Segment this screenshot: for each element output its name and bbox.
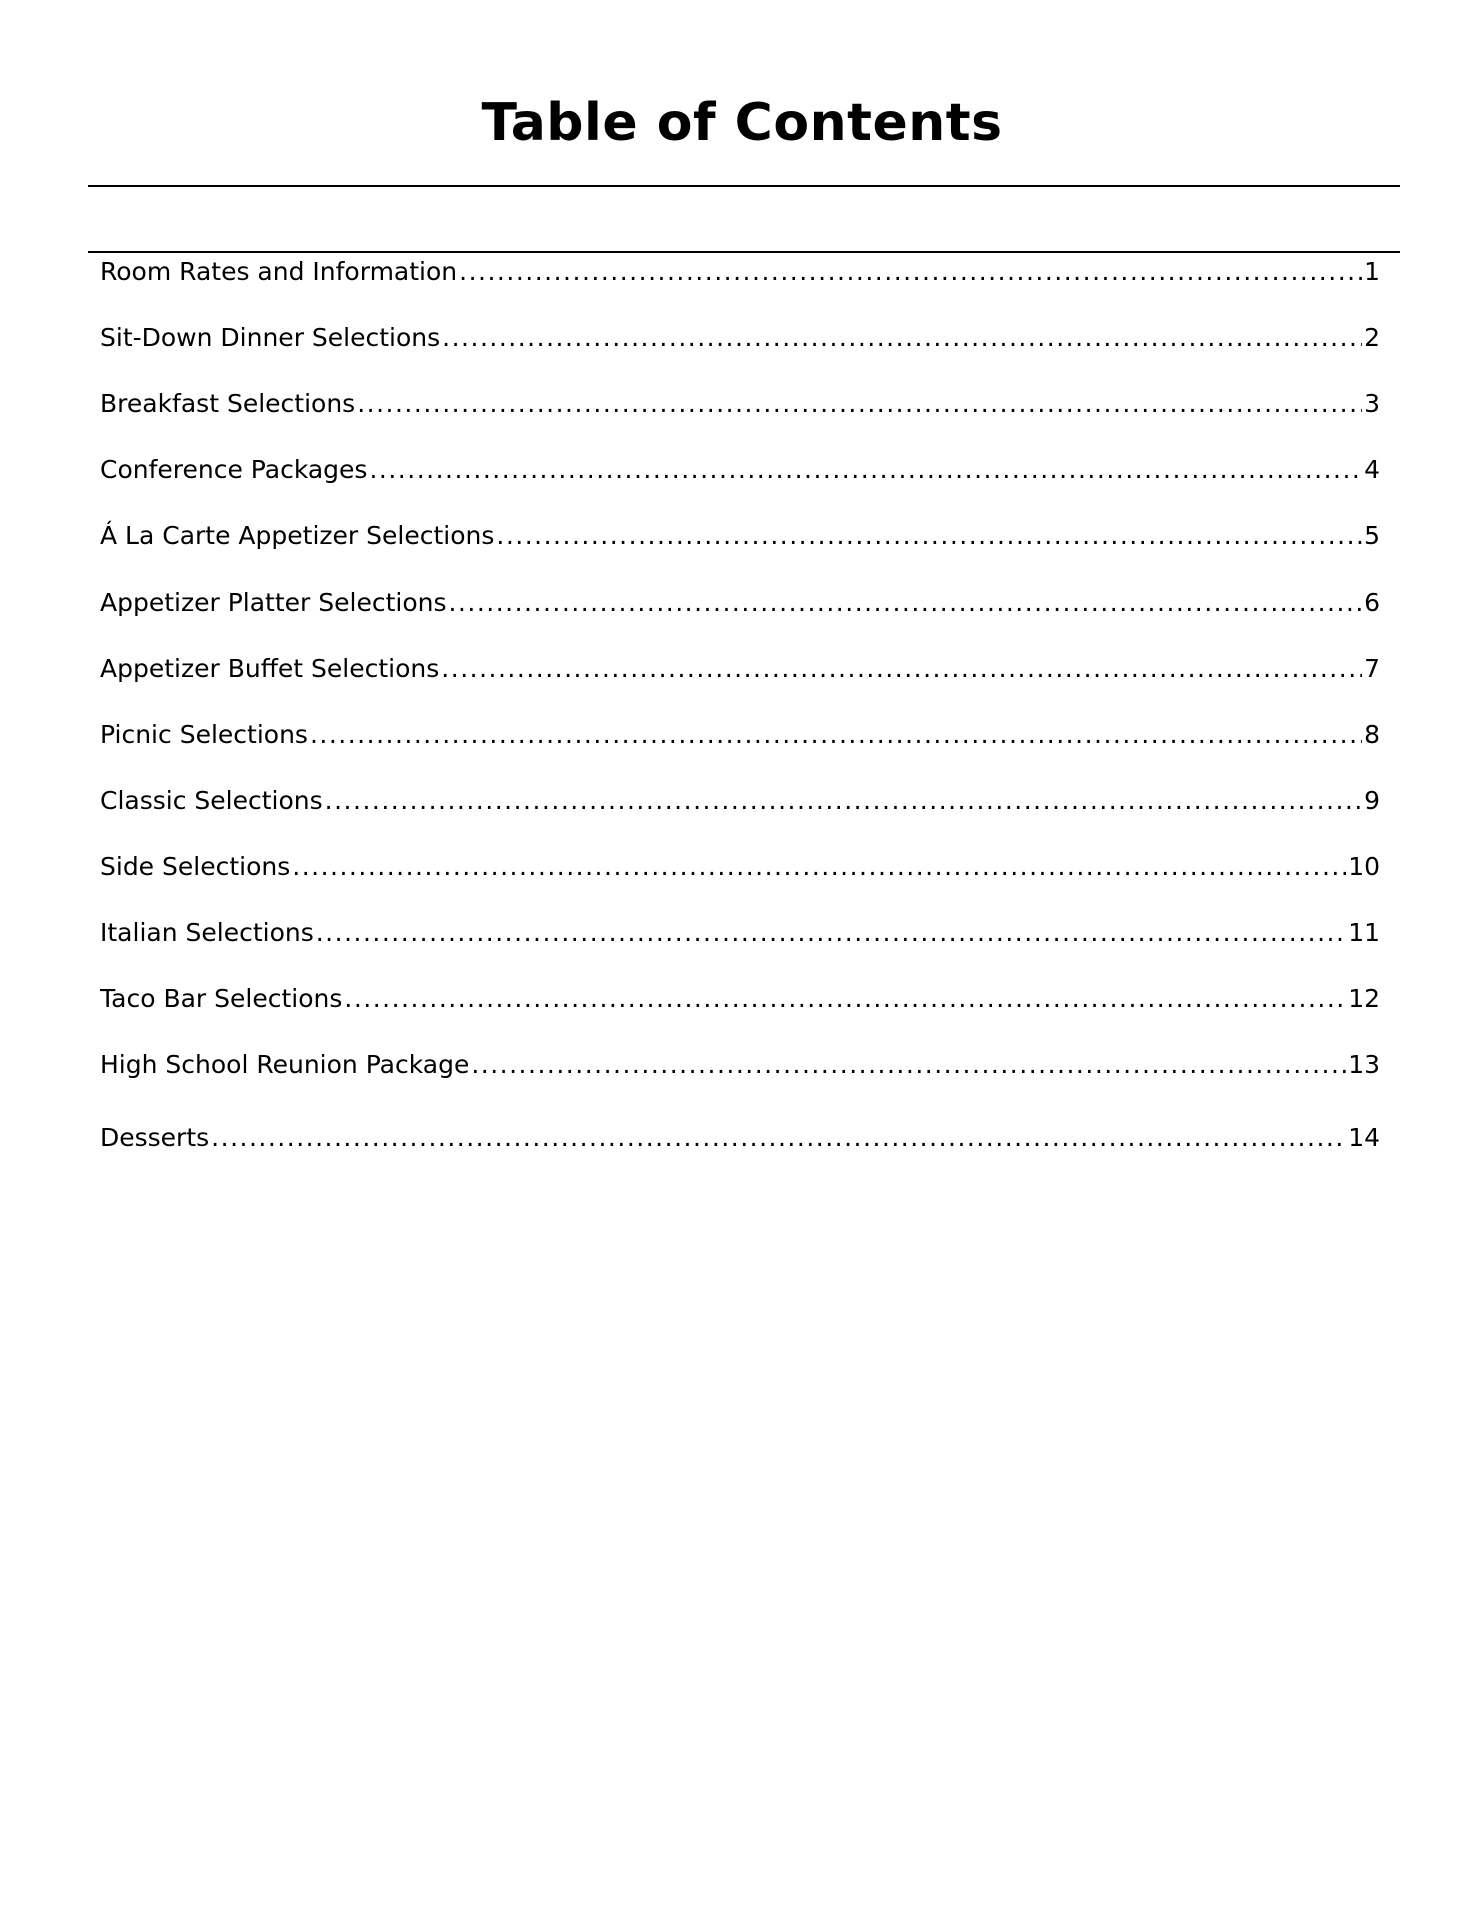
toc-entry-title: Appetizer Buffet Selections: [100, 654, 440, 683]
toc-entry-page: 4: [1364, 455, 1380, 484]
dot-leader: [471, 1045, 1346, 1085]
dot-leader: [448, 583, 1362, 623]
toc-entry-title: Desserts: [100, 1123, 210, 1152]
toc-entry-title: Picnic Selections: [100, 720, 308, 749]
dot-leader: [344, 979, 1346, 1019]
toc-entry[interactable]: [100, 913, 1380, 953]
dot-leader: [292, 847, 1346, 887]
dot-leader: [459, 252, 1362, 292]
dot-leader: [442, 318, 1362, 358]
toc-entry[interactable]: [100, 1045, 1380, 1085]
toc-entry[interactable]: [100, 384, 1380, 424]
toc-entry-page: 1: [1364, 257, 1380, 286]
title-divider: [88, 185, 1400, 187]
toc-entry-title: High School Reunion Package: [100, 1050, 470, 1079]
toc-entry-title: Taco Bar Selections: [100, 984, 343, 1013]
toc-entry-title: Italian Selections: [100, 918, 314, 947]
toc-entry[interactable]: [100, 715, 1380, 755]
toc-entry[interactable]: [100, 979, 1380, 1019]
toc-entry-title: Breakfast Selections: [100, 389, 356, 418]
toc-entry-page: 5: [1364, 521, 1380, 550]
dot-leader: [325, 781, 1362, 821]
dot-leader: [316, 913, 1346, 953]
toc-entry-title: Sit-Down Dinner Selections: [100, 323, 441, 352]
dot-leader: [211, 1118, 1346, 1158]
toc-entry-page: 12: [1348, 984, 1380, 1013]
toc-entry-title: Appetizer Platter Selections: [100, 588, 447, 617]
toc-entry-page: 13: [1348, 1050, 1380, 1079]
toc-entry-page: 7: [1364, 654, 1380, 683]
toc-entry-page: 3: [1364, 389, 1380, 418]
toc-entry-title: Side Selections: [100, 852, 291, 881]
toc-entry[interactable]: [100, 781, 1380, 821]
dot-leader: [357, 384, 1362, 424]
dot-leader: [310, 715, 1362, 755]
toc-entry-page: 10: [1348, 852, 1380, 881]
toc-entry[interactable]: [100, 516, 1380, 556]
toc-entry-page: 6: [1364, 588, 1380, 617]
toc-entry-page: 8: [1364, 720, 1380, 749]
toc-entry[interactable]: [100, 847, 1380, 887]
toc-entry[interactable]: [100, 318, 1380, 358]
toc-entry-page: 11: [1348, 918, 1380, 947]
toc-entry-title: Classic Selections: [100, 786, 323, 815]
toc-entry-page: 9: [1364, 786, 1380, 815]
page-title: Table of Contents: [481, 92, 1003, 153]
toc-entry[interactable]: [100, 252, 1380, 292]
toc-entry-page: 14: [1348, 1123, 1380, 1152]
toc-entry[interactable]: [100, 583, 1380, 623]
toc-entry[interactable]: [100, 649, 1380, 689]
dot-leader: [441, 649, 1362, 689]
toc-entry-page: 2: [1364, 323, 1380, 352]
toc-entry-title: Á La Carte Appetizer Selections: [100, 521, 495, 550]
toc-entry-title: Conference Packages: [100, 455, 368, 484]
toc-entry[interactable]: [100, 1118, 1380, 1158]
dot-leader: [369, 450, 1362, 490]
dot-leader: [496, 516, 1362, 556]
toc-entry-title: Room Rates and Information: [100, 257, 458, 286]
toc-entry[interactable]: [100, 450, 1380, 490]
